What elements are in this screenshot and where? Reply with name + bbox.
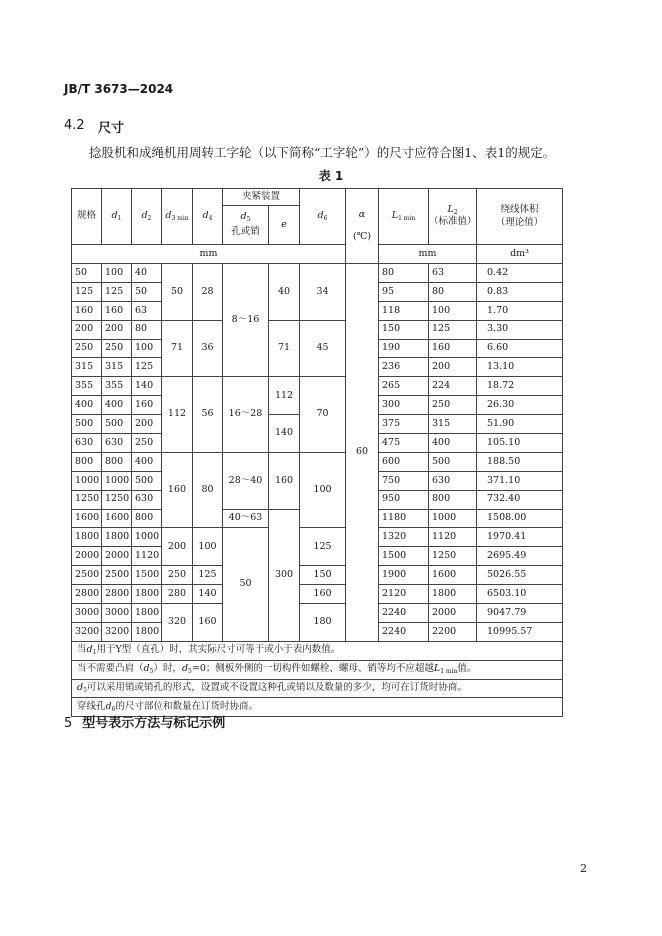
cell-spec: 355 xyxy=(72,377,102,396)
dimension-table xyxy=(71,188,563,717)
cell-d1: 3200 xyxy=(102,622,132,641)
cell-l2: 800 xyxy=(429,490,477,509)
cell-d3: 50 xyxy=(162,264,193,321)
cell-d3: 280 xyxy=(162,585,193,604)
cell-l2: 100 xyxy=(429,301,477,320)
cell-d2: 140 xyxy=(132,377,162,396)
header-alpha: α (℃) xyxy=(346,189,379,264)
cell-d5: 28～40 xyxy=(223,452,269,509)
cell-l2: 1250 xyxy=(429,547,477,566)
cell-l1: 95 xyxy=(379,282,429,301)
cell-d1: 200 xyxy=(102,320,132,339)
unit-dm3: dm³ xyxy=(477,245,563,264)
table-row xyxy=(72,264,563,283)
cell-spec: 2500 xyxy=(72,566,102,585)
cell-l2: 1120 xyxy=(429,528,477,547)
note-3: $d_5$可以采用销或销孔的形式，设置或不设置这种孔或销以及数量的多少，均可在订货时协商。 xyxy=(72,679,563,698)
cell-l1: 750 xyxy=(379,471,429,490)
cell-spec: 2000 xyxy=(72,547,102,566)
cell-volume: 0.83 xyxy=(477,282,563,301)
cell-spec: 2800 xyxy=(72,585,102,604)
cell-d2: 1500 xyxy=(132,566,162,585)
cell-e: 40 xyxy=(269,264,300,321)
cell-volume: 1.70 xyxy=(477,301,563,320)
cell-spec: 3000 xyxy=(72,604,102,623)
header-d5: $d_5$ 孔或销 xyxy=(223,206,269,245)
cell-volume: 2695.49 xyxy=(477,547,563,566)
header-e: e xyxy=(269,206,300,245)
cell-l2: 2200 xyxy=(429,622,477,641)
cell-d2: 800 xyxy=(132,509,162,528)
cell-volume: 105.10 xyxy=(477,434,563,453)
cell-spec: 800 xyxy=(72,452,102,471)
cell-d1: 400 xyxy=(102,396,132,415)
cell-spec: 315 xyxy=(72,358,102,377)
table-row xyxy=(72,528,563,547)
cell-d5: 40～63 xyxy=(223,509,269,528)
cell-d3: 112 xyxy=(162,377,193,453)
cell-d3: 71 xyxy=(162,320,193,377)
table-row xyxy=(72,377,563,396)
unit-mm: mm xyxy=(72,245,346,264)
cell-d1: 125 xyxy=(102,282,132,301)
cell-d5: 8～16 xyxy=(223,264,269,377)
header-spec: 规格 xyxy=(72,189,102,245)
cell-d2: 400 xyxy=(132,452,162,471)
cell-l1: 150 xyxy=(379,320,429,339)
cell-spec: 3200 xyxy=(72,622,102,641)
cell-spec: 250 xyxy=(72,339,102,358)
cell-l1: 2240 xyxy=(379,604,429,623)
cell-l1: 118 xyxy=(379,301,429,320)
note-4: 穿线孔$d_6$的尺寸部位和数量在订货时协商。 xyxy=(72,698,563,717)
cell-d6: 180 xyxy=(300,604,346,642)
cell-e: 300 xyxy=(269,509,300,641)
table-row xyxy=(72,320,563,339)
cell-volume: 10995.57 xyxy=(477,622,563,641)
cell-e: 71 xyxy=(269,320,300,377)
cell-d1: 2500 xyxy=(102,566,132,585)
cell-l1: 2240 xyxy=(379,622,429,641)
next-section-number: 5 xyxy=(64,716,73,731)
cell-d3: 160 xyxy=(162,452,193,528)
cell-spec: 630 xyxy=(72,434,102,453)
cell-d1: 1600 xyxy=(102,509,132,528)
note-1: 当$d_1$用于Y型（直孔）时，其实际尺寸可等于或小于表内数值。 xyxy=(72,641,563,660)
cell-spec: 500 xyxy=(72,415,102,434)
cell-volume: 13.10 xyxy=(477,358,563,377)
cell-d2: 250 xyxy=(132,434,162,453)
cell-d6: 150 xyxy=(300,566,346,585)
cell-d4: 100 xyxy=(193,528,223,566)
cell-l1: 1180 xyxy=(379,509,429,528)
cell-l1: 190 xyxy=(379,339,429,358)
cell-d1: 160 xyxy=(102,301,132,320)
cell-alpha: 60 xyxy=(346,264,379,642)
cell-spec: 400 xyxy=(72,396,102,415)
header-d6: $d_6$ xyxy=(300,189,346,245)
cell-l1: 300 xyxy=(379,396,429,415)
cell-d3: 250 xyxy=(162,566,193,585)
cell-d5: 50 xyxy=(223,528,269,641)
cell-spec: 1800 xyxy=(72,528,102,547)
cell-l1: 950 xyxy=(379,490,429,509)
cell-d1: 1250 xyxy=(102,490,132,509)
cell-spec: 160 xyxy=(72,301,102,320)
cell-d6: 125 xyxy=(300,528,346,566)
cell-spec: 1250 xyxy=(72,490,102,509)
table-row xyxy=(72,452,563,471)
cell-d2: 1800 xyxy=(132,585,162,604)
cell-d2: 200 xyxy=(132,415,162,434)
note-row xyxy=(72,660,563,679)
cell-d3: 320 xyxy=(162,604,193,642)
cell-d1: 315 xyxy=(102,358,132,377)
note-row xyxy=(72,641,563,660)
header-d3: $d_{3 min}$ xyxy=(162,189,193,245)
cell-volume: 5026.55 xyxy=(477,566,563,585)
cell-l1: 2120 xyxy=(379,585,429,604)
header-d1: $d_1$ xyxy=(102,189,132,245)
cell-d1: 1800 xyxy=(102,528,132,547)
cell-d2: 80 xyxy=(132,320,162,339)
cell-volume: 1508.00 xyxy=(477,509,563,528)
cell-spec: 50 xyxy=(72,264,102,283)
cell-d2: 1800 xyxy=(132,604,162,623)
cell-volume: 6.60 xyxy=(477,339,563,358)
cell-d6: 45 xyxy=(300,320,346,377)
cell-d2: 40 xyxy=(132,264,162,283)
cell-l1: 1900 xyxy=(379,566,429,585)
cell-d3: 200 xyxy=(162,528,193,566)
header-clamp: 夹紧装置 xyxy=(223,189,300,206)
cell-l2: 125 xyxy=(429,320,477,339)
unit-row xyxy=(72,245,563,264)
cell-d6: 100 xyxy=(300,452,346,528)
cell-d1: 630 xyxy=(102,434,132,453)
cell-d2: 1000 xyxy=(132,528,162,547)
cell-volume: 732.40 xyxy=(477,490,563,509)
cell-d2: 1120 xyxy=(132,547,162,566)
next-section-title: 型号表示方法与标记示例 xyxy=(82,716,226,731)
cell-l2: 2000 xyxy=(429,604,477,623)
cell-volume: 18.72 xyxy=(477,377,563,396)
cell-d1: 355 xyxy=(102,377,132,396)
cell-l1: 600 xyxy=(379,452,429,471)
cell-d4: 28 xyxy=(193,264,223,321)
cell-volume: 3.30 xyxy=(477,320,563,339)
cell-l1: 80 xyxy=(379,264,429,283)
cell-l2: 200 xyxy=(429,358,477,377)
cell-volume: 188.50 xyxy=(477,452,563,471)
cell-l1: 375 xyxy=(379,415,429,434)
cell-d1: 2000 xyxy=(102,547,132,566)
cell-d4: 36 xyxy=(193,320,223,377)
cell-volume: 51.90 xyxy=(477,415,563,434)
cell-volume: 371.10 xyxy=(477,471,563,490)
cell-l2: 63 xyxy=(429,264,477,283)
cell-l2: 1000 xyxy=(429,509,477,528)
cell-l1: 475 xyxy=(379,434,429,453)
cell-l2: 630 xyxy=(429,471,477,490)
cell-e: 112 xyxy=(269,377,300,415)
table-row xyxy=(72,566,563,585)
header-l1: $L_{1 min}$ xyxy=(379,189,429,245)
cell-l2: 1800 xyxy=(429,585,477,604)
cell-d6: 160 xyxy=(300,585,346,604)
cell-l2: 250 xyxy=(429,396,477,415)
cell-spec: 125 xyxy=(72,282,102,301)
cell-l2: 400 xyxy=(429,434,477,453)
cell-l1: 265 xyxy=(379,377,429,396)
cell-l2: 224 xyxy=(429,377,477,396)
cell-d4: 125 xyxy=(193,566,223,585)
cell-volume: 26.30 xyxy=(477,396,563,415)
cell-d2: 500 xyxy=(132,471,162,490)
note-row xyxy=(72,679,563,698)
cell-d4: 56 xyxy=(193,377,223,453)
header-volume: 绕线体积 （理论值） xyxy=(477,189,563,245)
cell-d2: 125 xyxy=(132,358,162,377)
cell-e: 140 xyxy=(269,415,300,453)
cell-l1: 1500 xyxy=(379,547,429,566)
cell-d5: 16～28 xyxy=(223,377,269,453)
cell-volume: 0.42 xyxy=(477,264,563,283)
cell-volume: 6503.10 xyxy=(477,585,563,604)
cell-d2: 1800 xyxy=(132,622,162,641)
cell-l2: 160 xyxy=(429,339,477,358)
cell-d1: 100 xyxy=(102,264,132,283)
cell-d1: 250 xyxy=(102,339,132,358)
cell-l1: 236 xyxy=(379,358,429,377)
cell-spec: 1600 xyxy=(72,509,102,528)
cell-d6: 70 xyxy=(300,377,346,453)
cell-l2: 500 xyxy=(429,452,477,471)
cell-d4: 80 xyxy=(193,452,223,528)
cell-l1: 1320 xyxy=(379,528,429,547)
cell-l2: 315 xyxy=(429,415,477,434)
next-section-heading xyxy=(64,712,225,731)
cell-volume: 1970.41 xyxy=(477,528,563,547)
cell-d1: 2800 xyxy=(102,585,132,604)
cell-d4: 160 xyxy=(193,604,223,642)
table-row xyxy=(72,604,563,623)
cell-l2: 80 xyxy=(429,282,477,301)
cell-d1: 3000 xyxy=(102,604,132,623)
cell-d2: 50 xyxy=(132,282,162,301)
cell-d6: 34 xyxy=(300,264,346,321)
page-number: 2 xyxy=(580,862,587,875)
table-row xyxy=(72,585,563,604)
header-l2: $L_2$ （标准值） xyxy=(429,189,477,245)
unit-mm-length: mm xyxy=(379,245,477,264)
cell-d2: 63 xyxy=(132,301,162,320)
table-caption: 表 1 xyxy=(318,169,344,183)
section-number: 4.2 xyxy=(64,118,85,133)
cell-d2: 100 xyxy=(132,339,162,358)
intro-paragraph: 捻股机和成绳机用周转工字轮（以下简称“工字轮”）的尺寸应符合图1、表1的规定。 xyxy=(89,145,556,160)
cell-spec: 1000 xyxy=(72,471,102,490)
cell-d2: 160 xyxy=(132,396,162,415)
header-d2: $d_2$ xyxy=(132,189,162,245)
cell-d1: 1000 xyxy=(102,471,132,490)
cell-d1: 800 xyxy=(102,452,132,471)
note-2: 当不需要凸肩$(d_5)$时，$d_5=0$；侧板外侧的一切构件如螺栓、螺母、销等均不应超越$L_{1 min}$值。 xyxy=(72,660,563,679)
cell-d4: 140 xyxy=(193,585,223,604)
header-row-1 xyxy=(72,189,563,206)
cell-volume: 9047.79 xyxy=(477,604,563,623)
cell-d2: 630 xyxy=(132,490,162,509)
section-title: 尺寸 xyxy=(98,121,125,136)
standard-code: JB/T 3673—2024 xyxy=(64,82,174,96)
cell-e: 160 xyxy=(269,452,300,509)
cell-spec: 200 xyxy=(72,320,102,339)
cell-l2: 1600 xyxy=(429,566,477,585)
cell-d1: 500 xyxy=(102,415,132,434)
header-d4: $d_4$ xyxy=(193,189,223,245)
